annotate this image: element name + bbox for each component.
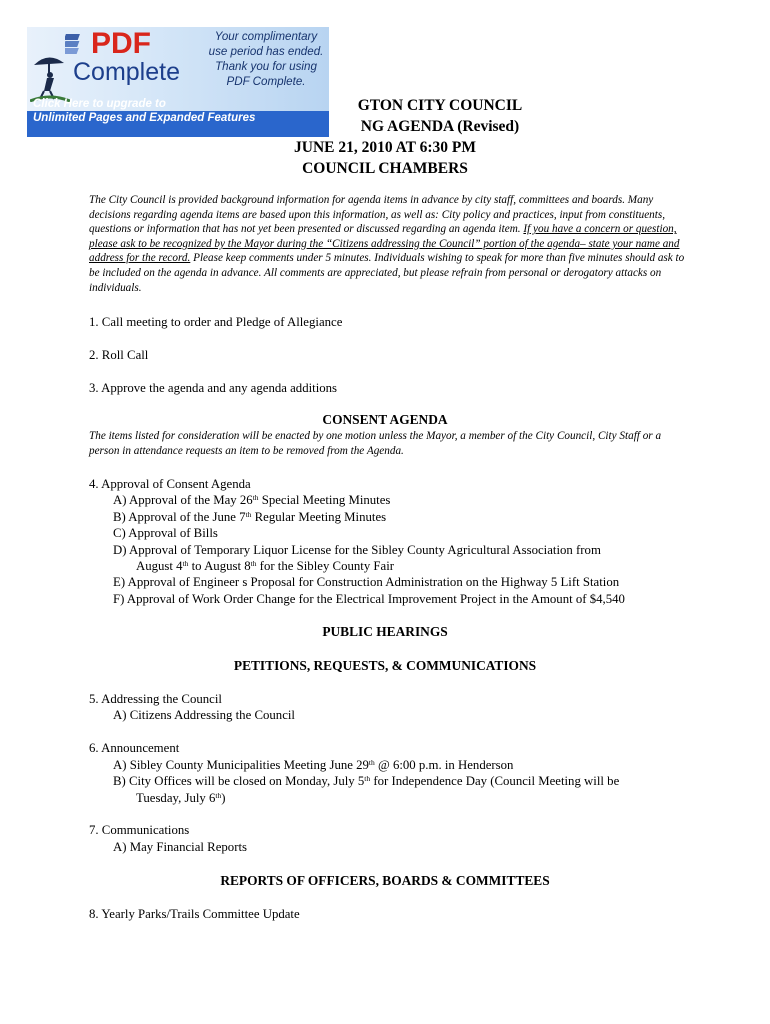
d-text-2: to August 8 [188,559,251,573]
agenda-item-2: 2. Roll Call [89,348,149,362]
consent-item-b [113,509,386,525]
consent-item-b-text: B) Approval of the June 7 [113,510,246,524]
consent-item-c: C) Approval of Bills [113,526,218,540]
header-line-1: GTON CITY COUNCIL [357,97,523,114]
reports-title: REPORTS OF OFFICERS, BOARDS & COMMITTEES [220,873,550,888]
item-6-a-rest: @ 6:00 p.m. in Henderson [374,758,514,772]
agenda-item-5: 5. Addressing the Council [89,692,222,706]
agenda-item-8: 8. Yearly Parks/Trails Committee Update [89,907,300,921]
consent-item-a-text: A) Approval of the May 26 [113,493,253,507]
upgrade-banner[interactable] [27,27,329,137]
logo-complete-text: Complete [73,58,180,86]
header-line-2: NG AGENDA (Revised) [360,118,520,135]
intro-text-underlined: If you have a concern or question, please ask to be recognized by the Mayor during the “Citizens addressing the Council” portion of the agenda– state your name and address for the record. [89,223,680,265]
consent-item-d: D) Approval of Temporary Liquor License for the Sibley County Agricultural Association from [113,543,601,557]
item-6-b-sup: th [364,774,371,783]
item-5-a: A) Citizens Addressing the Council [113,708,295,722]
consent-agenda-note: The items listed for consideration will be enacted by one motion unless the Mayor, a member of the City Council, City Staff or a person in attendance requests an item to be removed from the Agenda. [89,430,662,457]
intro-text-b: Please keep comments under 5 minutes. Individuals wishing to speak for more than five minutes should ask to be included on the agenda in advance. All comments are appreciated, but please refrain from personal or derogatory attacks on individuals. [89,252,685,294]
item-6-b2-rest: ) [221,791,226,805]
d-text-1: August 4 [136,559,183,573]
pdf-logo-icon [65,31,89,55]
intro-paragraph [89,193,689,295]
item-6-b-text: B) City Offices will be closed on Monday, July 5 [113,774,365,788]
d-sup-1: th [182,559,189,568]
umbrella-figure-icon [30,47,70,102]
upgrade-link[interactable] [33,97,255,125]
agenda-item-3: 3. Approve the agenda and any agenda additions [89,381,338,395]
d-text-3: for the Sibley County Fair [256,559,395,573]
item-6-b-continued [136,790,226,806]
item-7-a: A) May Financial Reports [113,840,247,854]
upgrade-line-2[interactable]: Unlimited Pages and Expanded Features [33,112,256,124]
promo-line-1: Your complimentary [214,30,318,43]
intro-text-a: The City Council is provided background information for agenda items in advance by city staff, committees and boards. Many decisions regarding agenda items are based upon this information, as well as: City policy and practices, input from constituents, questions or information that has not yet been presented or discussed regarding an agenda item. [89,194,666,236]
consent-agenda-title: CONSENT AGENDA [322,412,448,427]
promo-line-3: Thank you for using [215,60,317,73]
header-line-4: COUNCIL CHAMBERS [302,160,468,177]
item-6-b2-sup: th [215,791,222,800]
consent-item-b-sup: th [245,510,252,519]
item-6-a [113,757,513,773]
upgrade-line-1[interactable]: Click Here to upgrade to [33,98,166,110]
item-6-b-rest: for Independence Day (Council Meeting will be [370,774,620,788]
consent-item-a-rest: Special Meeting Minutes [258,493,391,507]
agenda-item-7: 7. Communications [89,823,190,837]
agenda-item-1: 1. Call meeting to order and Pledge of Allegiance [89,315,343,329]
promo-line-4: PDF Complete. [226,75,306,88]
consent-item-b-rest: Regular Meeting Minutes [251,510,387,524]
consent-item-e: E) Approval of Engineer s Proposal for Construction Administration on the Highway 5 Lift Station [113,575,620,589]
item-6-b [113,773,619,789]
agenda-item-4: 4. Approval of Consent Agenda [89,477,251,491]
promo-line-2: use period has ended. [208,45,324,58]
consent-item-a-sup: th [252,493,259,502]
item-6-b2-text: Tuesday, July 6 [136,791,216,805]
consent-item-f: F) Approval of Work Order Change for the Electrical Improvement Project in the Amount of $4,540 [113,592,625,606]
promo-message [207,29,325,89]
public-hearings-title: PUBLIC HEARINGS [322,624,448,639]
agenda-item-6: 6. Announcement [89,741,180,755]
petitions-title: PETITIONS, REQUESTS, & COMMUNICATIONS [233,658,537,673]
item-6-a-text: A) Sibley County Municipalities Meeting June 29 [113,758,369,772]
d-sup-2: th [250,559,257,568]
consent-item-a [113,492,390,508]
logo-pdf-text: PDF [91,27,151,60]
header-line-3: JUNE 21, 2010 AT 6:30 PM [294,139,476,156]
consent-item-d-continued [136,558,394,574]
item-6-a-sup: th [368,758,375,767]
